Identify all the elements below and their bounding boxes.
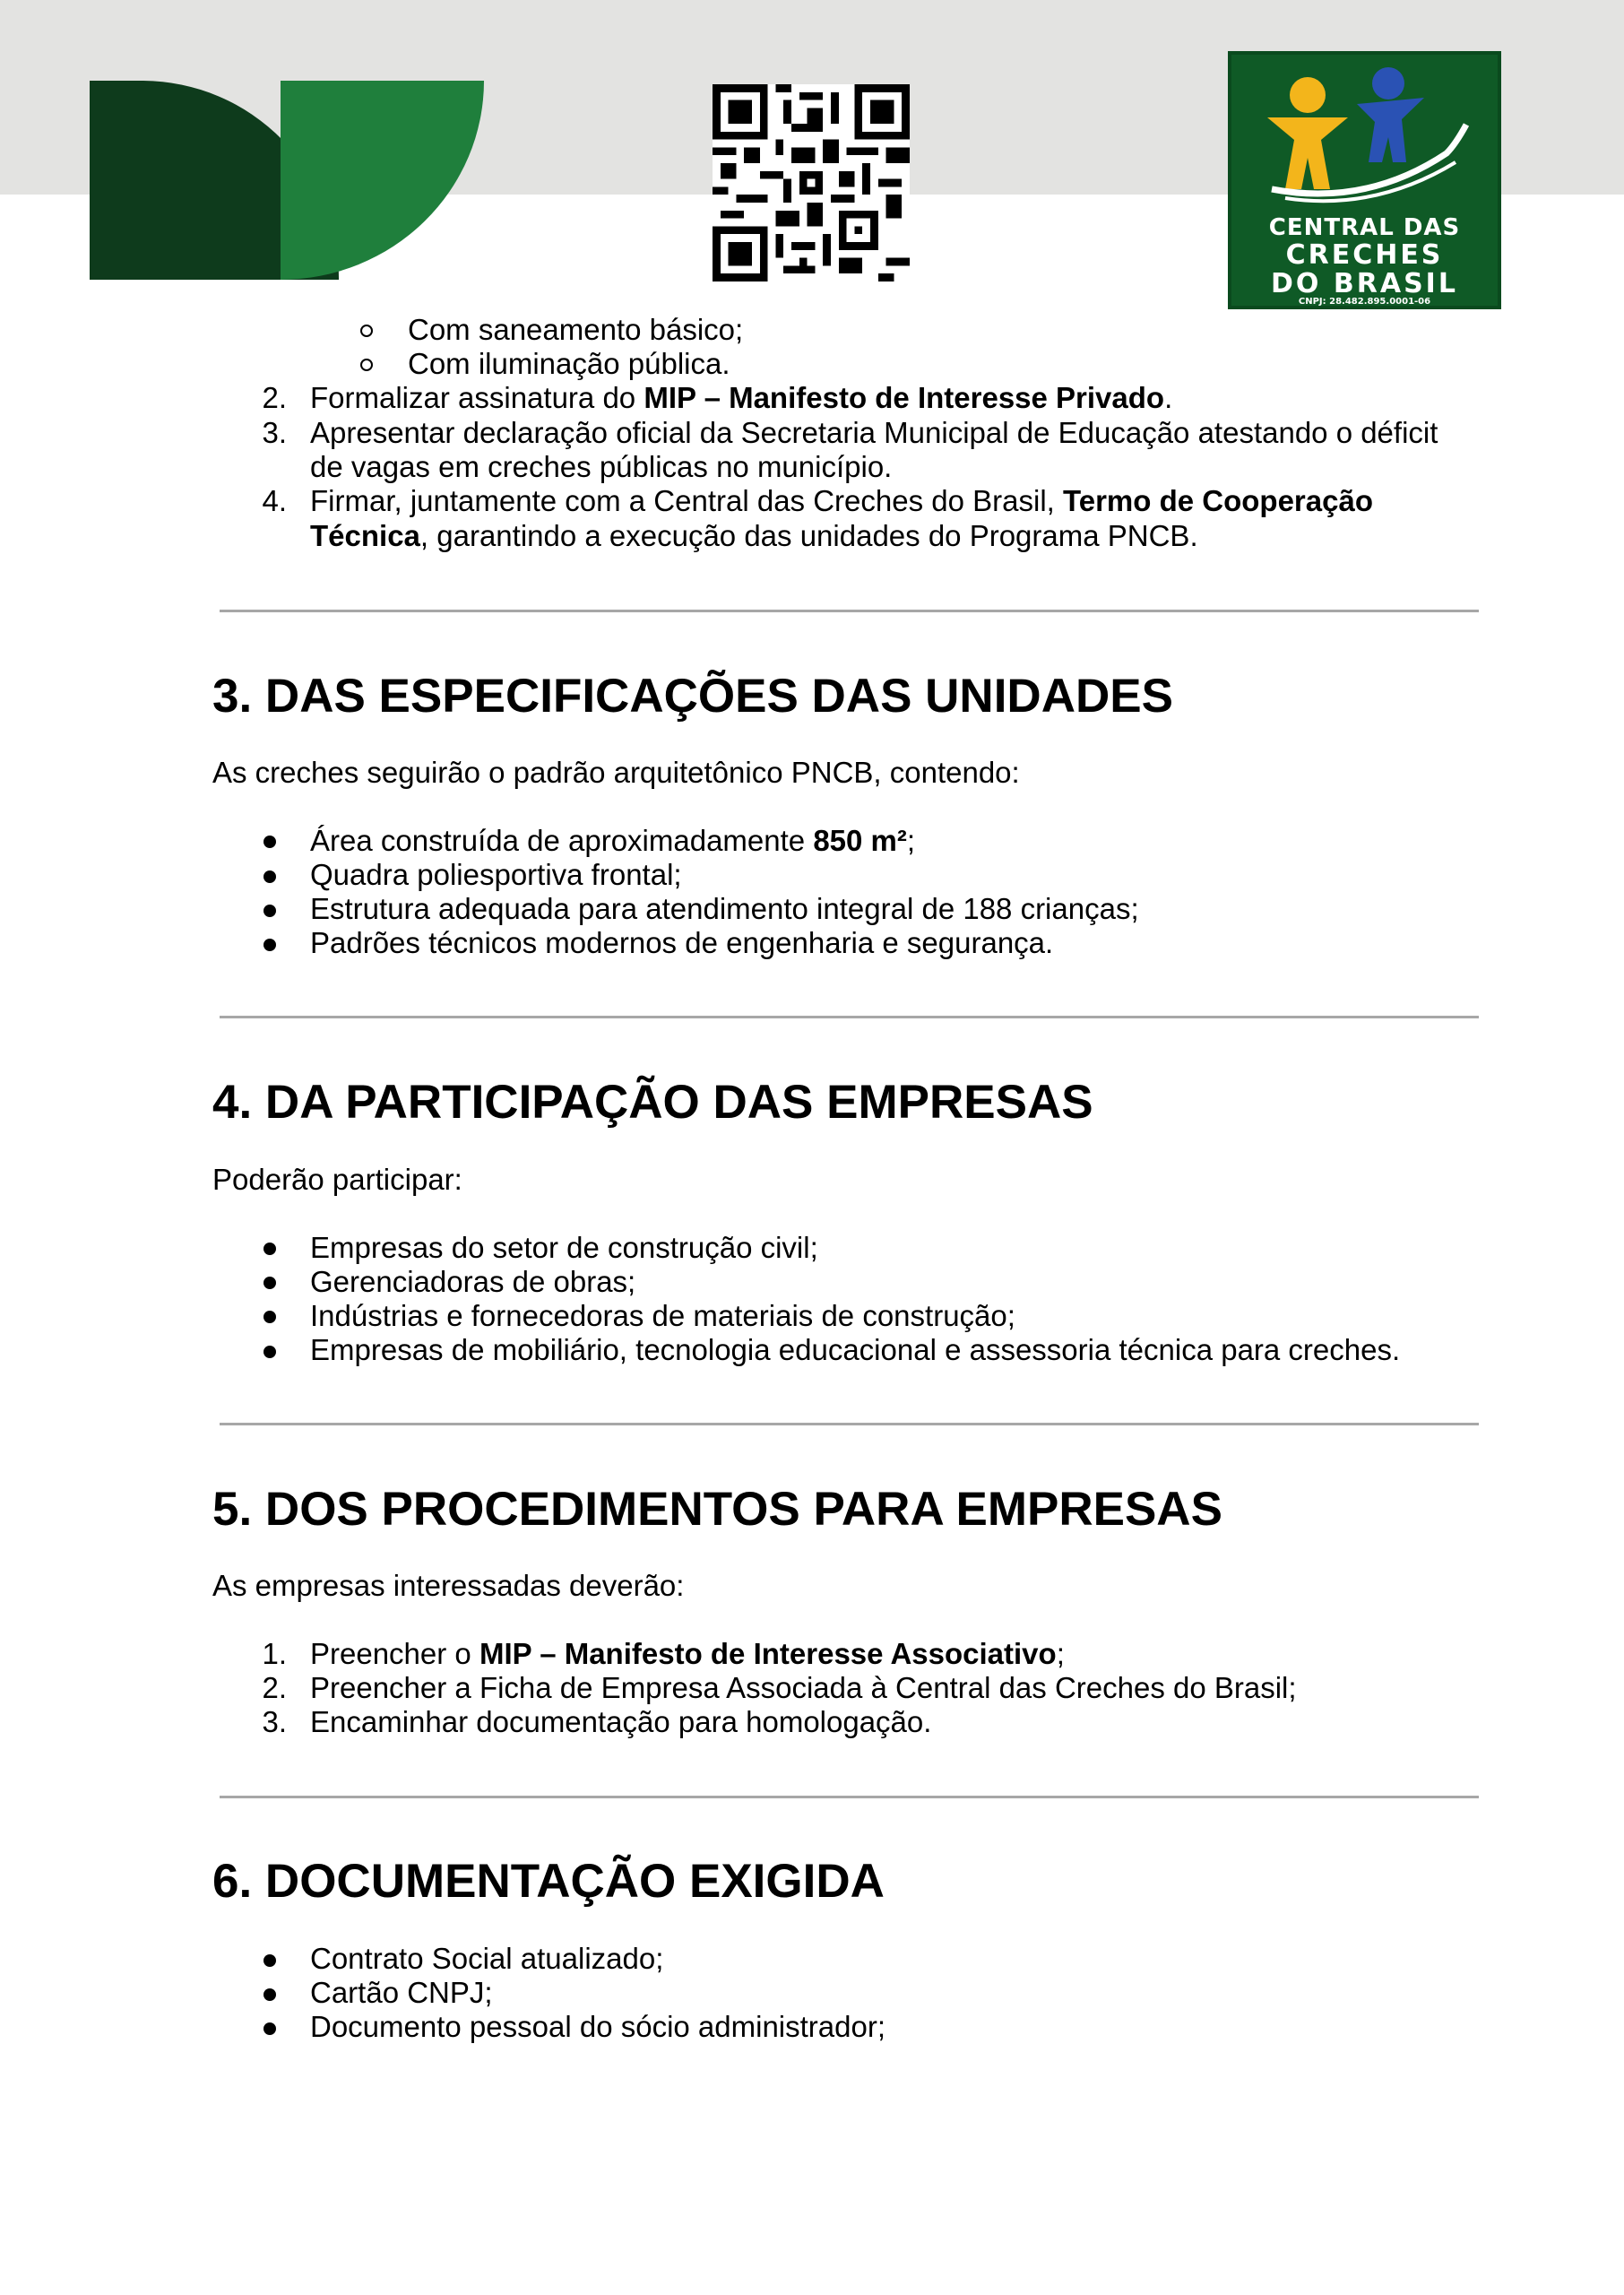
circle-bullet — [360, 325, 373, 337]
list-item: Preencher a Ficha de Empresa Associada à Central das Creches do Brasil; — [310, 1671, 1297, 1704]
bullet — [263, 1311, 276, 1323]
bullet — [263, 870, 276, 883]
list-item: Documento pessoal do sócio administrador; — [310, 2010, 886, 2043]
bullet — [263, 1988, 276, 2001]
list-item: Empresas de mobiliário, tecnologia educacional e assessoria técnica para creches. — [310, 1333, 1401, 1366]
list-item: Firmar, juntamente com a Central das Creches do Brasil, Termo de Cooperação — [310, 484, 1373, 517]
list-item: Estrutura adequada para atendimento integral de 188 crianças; — [310, 892, 1139, 925]
list-item: Cartão CNPJ; — [310, 1976, 493, 2009]
list-number: 4. — [262, 484, 287, 517]
list-number: 2. — [262, 381, 287, 414]
section-5-intro: As empresas interessadas deverão: — [212, 1569, 685, 1602]
list-item: Encaminhar documentação para homologação. — [310, 1705, 932, 1738]
list-item: Empresas do setor de construção civil; — [310, 1231, 818, 1264]
section-divider — [220, 1423, 1479, 1425]
bullet — [263, 1954, 276, 1967]
list-number: 2. — [262, 1671, 287, 1704]
list-item: Preencher o MIP – Manifesto de Interesse Associativo; — [310, 1637, 1065, 1670]
section-divider — [220, 1016, 1479, 1018]
list-item: Quadra poliesportiva frontal; — [310, 858, 682, 891]
list-item: Indústrias e fornecedoras de materiais de construção; — [310, 1299, 1015, 1332]
list-item: Contrato Social atualizado; — [310, 1942, 664, 1975]
section-divider — [220, 1796, 1479, 1798]
list-item: Gerenciadoras de obras; — [310, 1265, 636, 1298]
logo-text-line1: CENTRAL DAS — [1268, 214, 1461, 241]
section-4-intro: Poderão participar: — [212, 1163, 462, 1196]
logo-text-line3: DO BRASIL — [1271, 268, 1458, 299]
central-das-creches-logo — [1228, 51, 1501, 309]
list-item: Área construída de aproximadamente 850 m²; — [310, 824, 916, 857]
bullet — [263, 939, 276, 951]
bullet — [263, 836, 276, 848]
list-number: 3. — [262, 416, 287, 449]
section-5-title: 5. DOS PROCEDIMENTOS PARA EMPRESAS — [212, 1483, 1222, 1536]
logo-text-line2: CRECHES — [1285, 239, 1444, 271]
section-3-title: 3. DAS ESPECIFICAÇÕES DAS UNIDADES — [212, 670, 1173, 723]
bullet — [263, 1243, 276, 1255]
section-3-intro: As creches seguirão o padrão arquitetônico PNCB, contendo: — [212, 756, 1020, 789]
list-item: Com saneamento básico; — [408, 313, 744, 346]
children-hands-icon — [1231, 55, 1498, 216]
list-number: 1. — [262, 1637, 287, 1670]
list-item: Padrões técnicos modernos de engenharia e segurança. — [310, 926, 1054, 959]
list-number: 3. — [262, 1705, 287, 1738]
list-item-continuation: Técnica, garantindo a execução das unidades do Programa PNCB. — [310, 519, 1198, 552]
bullet — [263, 905, 276, 917]
list-item-continuation: de vagas em creches públicas no município. — [310, 450, 893, 483]
circle-bullet — [360, 359, 373, 371]
list-item: Com iluminação pública. — [408, 347, 730, 380]
bullet — [263, 1277, 276, 1289]
brand-leaf-logo — [90, 81, 484, 280]
list-item: Apresentar declaração oficial da Secretaria Municipal de Educação atestando o déficit — [310, 416, 1438, 449]
list-item: Formalizar assinatura do MIP – Manifesto de Interesse Privado. — [310, 381, 1173, 414]
bullet — [263, 1346, 276, 1358]
logo-cnpj: CNPJ: 28.482.895.0001-06 — [1298, 297, 1431, 307]
qr-code-icon — [713, 84, 910, 281]
section-divider — [220, 610, 1479, 612]
bullet — [263, 2022, 276, 2035]
section-6-title: 6. DOCUMENTAÇÃO EXIGIDA — [212, 1855, 885, 1908]
section-4-title: 4. DA PARTICIPAÇÃO DAS EMPRESAS — [212, 1076, 1093, 1129]
